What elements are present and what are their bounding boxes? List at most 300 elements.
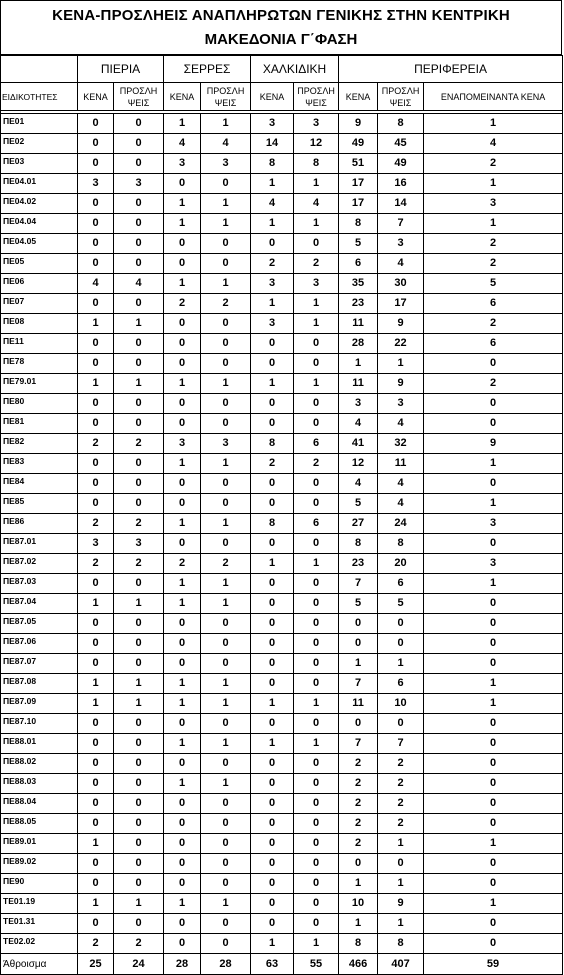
table-row xyxy=(1,374,563,394)
value-cell: 0 xyxy=(294,654,339,674)
table-row xyxy=(1,334,563,354)
value-cell: 1 xyxy=(78,894,114,914)
value-cell: 1 xyxy=(201,274,251,294)
value-cell: 1 xyxy=(114,594,164,614)
value-cell: 0 xyxy=(78,874,114,894)
value-cell: 2 xyxy=(201,294,251,314)
specialty-cell: ΠΕ87.09 xyxy=(1,694,78,714)
value-cell: 8 xyxy=(294,154,339,174)
value-cell: 5 xyxy=(339,594,378,614)
value-cell: 5 xyxy=(339,494,378,514)
value-cell: 3 xyxy=(424,194,563,214)
value-cell: 2 xyxy=(339,834,378,854)
value-cell: 8 xyxy=(251,434,294,454)
value-cell: 1 xyxy=(164,674,201,694)
column-header-specialties: ΕΙΔΙΚΟΤΗΤΕΣ xyxy=(1,83,78,111)
value-cell: 10 xyxy=(378,694,424,714)
value-cell: 23 xyxy=(339,294,378,314)
value-cell: 1 xyxy=(251,174,294,194)
value-cell: 1 xyxy=(251,694,294,714)
total-cell: 25 xyxy=(78,954,114,975)
specialty-cell: ΤΕ01.19 xyxy=(1,894,78,914)
value-cell: 1 xyxy=(294,174,339,194)
value-cell: 1 xyxy=(424,114,563,134)
table-row xyxy=(1,514,563,534)
value-cell: 0 xyxy=(251,474,294,494)
table-row xyxy=(1,814,563,834)
specialty-cell: ΠΕ04.04 xyxy=(1,214,78,234)
column-header-proslipseis: ΠΡΟΣΛΗ ΨΕΙΣ xyxy=(378,83,424,111)
table-row xyxy=(1,274,563,294)
value-cell: 1 xyxy=(114,374,164,394)
value-cell: 1 xyxy=(294,934,339,954)
value-cell: 0 xyxy=(201,614,251,634)
value-cell: 8 xyxy=(251,514,294,534)
value-cell: 0 xyxy=(78,654,114,674)
value-cell: 0 xyxy=(424,854,563,874)
table-row xyxy=(1,214,563,234)
group-header-chalkidiki: ΧΑΛΚΙΔΙΚΗ xyxy=(251,56,339,83)
specialty-cell: ΠΕ84 xyxy=(1,474,78,494)
value-cell: 0 xyxy=(294,634,339,654)
total-cell: 63 xyxy=(251,954,294,975)
value-cell: 0 xyxy=(251,634,294,654)
value-cell: 0 xyxy=(114,774,164,794)
value-cell: 0 xyxy=(251,794,294,814)
value-cell: 1 xyxy=(424,214,563,234)
value-cell: 0 xyxy=(294,794,339,814)
specialty-cell: ΠΕ04.02 xyxy=(1,194,78,214)
value-cell: 6 xyxy=(378,674,424,694)
value-cell: 0 xyxy=(78,194,114,214)
value-cell: 0 xyxy=(114,154,164,174)
table-body xyxy=(1,56,563,975)
value-cell: 0 xyxy=(78,254,114,274)
value-cell: 1 xyxy=(78,834,114,854)
table-row xyxy=(1,774,563,794)
value-cell: 0 xyxy=(424,874,563,894)
value-cell: 0 xyxy=(294,474,339,494)
value-cell: 0 xyxy=(294,354,339,374)
value-cell: 0 xyxy=(201,314,251,334)
specialty-cell: ΠΕ88.04 xyxy=(1,794,78,814)
value-cell: 1 xyxy=(294,294,339,314)
value-cell: 0 xyxy=(114,874,164,894)
total-cell: 466 xyxy=(339,954,378,975)
value-cell: 2 xyxy=(78,554,114,574)
table-row xyxy=(1,554,563,574)
specialty-cell: ΤΕ02.02 xyxy=(1,934,78,954)
table-row xyxy=(1,394,563,414)
table-row xyxy=(1,634,563,654)
value-cell: 7 xyxy=(378,214,424,234)
value-cell: 0 xyxy=(164,534,201,554)
value-cell: 0 xyxy=(424,354,563,374)
value-cell: 0 xyxy=(201,234,251,254)
value-cell: 0 xyxy=(164,634,201,654)
value-cell: 1 xyxy=(201,894,251,914)
table-row xyxy=(1,294,563,314)
value-cell: 0 xyxy=(251,774,294,794)
value-cell: 0 xyxy=(251,814,294,834)
specialty-cell: ΠΕ82 xyxy=(1,434,78,454)
table-row xyxy=(1,674,563,694)
value-cell: 0 xyxy=(251,674,294,694)
value-cell: 0 xyxy=(251,594,294,614)
value-cell: 0 xyxy=(114,754,164,774)
value-cell: 4 xyxy=(294,194,339,214)
column-header-kena: ΚΕΝΑ xyxy=(339,83,378,111)
value-cell: 2 xyxy=(114,514,164,534)
value-cell: 1 xyxy=(339,874,378,894)
specialty-cell: ΠΕ03 xyxy=(1,154,78,174)
value-cell: 11 xyxy=(339,694,378,714)
vacancies-table xyxy=(0,55,563,975)
value-cell: 4 xyxy=(339,474,378,494)
value-cell: 1 xyxy=(78,374,114,394)
value-cell: 1 xyxy=(251,734,294,754)
value-cell: 12 xyxy=(294,134,339,154)
value-cell: 24 xyxy=(378,514,424,534)
value-cell: 8 xyxy=(339,214,378,234)
value-cell: 0 xyxy=(164,874,201,894)
value-cell: 0 xyxy=(78,854,114,874)
value-cell: 1 xyxy=(294,374,339,394)
value-cell: 1 xyxy=(201,374,251,394)
table-row xyxy=(1,254,563,274)
totals-row xyxy=(1,954,563,975)
value-cell: 1 xyxy=(201,114,251,134)
value-cell: 1 xyxy=(294,314,339,334)
total-cell: 24 xyxy=(114,954,164,975)
specialty-cell: ΠΕ87.05 xyxy=(1,614,78,634)
value-cell: 1 xyxy=(78,594,114,614)
value-cell: 1 xyxy=(424,574,563,594)
value-cell: 0 xyxy=(114,734,164,754)
value-cell: 7 xyxy=(339,574,378,594)
value-cell: 0 xyxy=(251,714,294,734)
value-cell: 1 xyxy=(164,454,201,474)
value-cell: 0 xyxy=(424,774,563,794)
specialty-cell: ΠΕ06 xyxy=(1,274,78,294)
value-cell: 1 xyxy=(201,194,251,214)
value-cell: 1 xyxy=(378,354,424,374)
value-cell: 3 xyxy=(294,274,339,294)
value-cell: 2 xyxy=(339,754,378,774)
value-cell: 1 xyxy=(201,774,251,794)
value-cell: 0 xyxy=(294,714,339,734)
value-cell: 0 xyxy=(339,714,378,734)
specialty-cell: ΠΕ87.07 xyxy=(1,654,78,674)
value-cell: 0 xyxy=(164,414,201,434)
value-cell: 3 xyxy=(114,534,164,554)
value-cell: 3 xyxy=(339,394,378,414)
value-cell: 41 xyxy=(339,434,378,454)
specialty-cell: ΠΕ07 xyxy=(1,294,78,314)
specialty-cell: ΠΕ87.02 xyxy=(1,554,78,574)
value-cell: 9 xyxy=(339,114,378,134)
value-cell: 3 xyxy=(201,434,251,454)
value-cell: 1 xyxy=(164,274,201,294)
value-cell: 1 xyxy=(294,694,339,714)
value-cell: 0 xyxy=(294,574,339,594)
value-cell: 0 xyxy=(424,754,563,774)
value-cell: 0 xyxy=(378,634,424,654)
value-cell: 1 xyxy=(294,734,339,754)
value-cell: 0 xyxy=(164,474,201,494)
value-cell: 0 xyxy=(294,414,339,434)
value-cell: 2 xyxy=(339,814,378,834)
value-cell: 0 xyxy=(114,194,164,214)
value-cell: 2 xyxy=(251,254,294,274)
value-cell: 2 xyxy=(294,254,339,274)
value-cell: 11 xyxy=(378,454,424,474)
group-header-empty xyxy=(1,56,78,83)
value-cell: 23 xyxy=(339,554,378,574)
specialty-cell: ΠΕ89.01 xyxy=(1,834,78,854)
specialty-cell: ΠΕ87.04 xyxy=(1,594,78,614)
value-cell: 0 xyxy=(294,754,339,774)
value-cell: 1 xyxy=(339,654,378,674)
value-cell: 0 xyxy=(294,534,339,554)
specialty-cell: ΠΕ87.10 xyxy=(1,714,78,734)
value-cell: 0 xyxy=(251,494,294,514)
value-cell: 1 xyxy=(294,214,339,234)
value-cell: 9 xyxy=(378,314,424,334)
value-cell: 0 xyxy=(78,474,114,494)
value-cell: 0 xyxy=(164,174,201,194)
value-cell: 0 xyxy=(201,814,251,834)
value-cell: 0 xyxy=(201,654,251,674)
table-row xyxy=(1,114,563,134)
table-row xyxy=(1,414,563,434)
value-cell: 4 xyxy=(378,474,424,494)
value-cell: 0 xyxy=(78,754,114,774)
value-cell: 0 xyxy=(294,854,339,874)
specialty-cell: ΠΕ83 xyxy=(1,454,78,474)
value-cell: 1 xyxy=(424,694,563,714)
specialty-cell: ΠΕ88.01 xyxy=(1,734,78,754)
specialty-cell: ΠΕ85 xyxy=(1,494,78,514)
value-cell: 0 xyxy=(78,734,114,754)
group-header-pieria: ΠΙΕΡΙΑ xyxy=(78,56,164,83)
value-cell: 0 xyxy=(294,614,339,634)
value-cell: 3 xyxy=(114,174,164,194)
value-cell: 0 xyxy=(114,574,164,594)
value-cell: 1 xyxy=(164,514,201,534)
value-cell: 0 xyxy=(294,914,339,934)
total-cell: 28 xyxy=(164,954,201,975)
value-cell: 0 xyxy=(114,814,164,834)
value-cell: 1 xyxy=(114,314,164,334)
value-cell: 12 xyxy=(339,454,378,474)
total-cell: 59 xyxy=(424,954,563,975)
value-cell: 0 xyxy=(201,254,251,274)
value-cell: 2 xyxy=(114,554,164,574)
value-cell: 0 xyxy=(201,354,251,374)
value-cell: 0 xyxy=(201,394,251,414)
value-cell: 8 xyxy=(378,114,424,134)
value-cell: 3 xyxy=(251,114,294,134)
value-cell: 1 xyxy=(424,454,563,474)
value-cell: 3 xyxy=(164,434,201,454)
value-cell: 1 xyxy=(164,214,201,234)
specialty-cell: ΠΕ80 xyxy=(1,394,78,414)
value-cell: 0 xyxy=(294,674,339,694)
value-cell: 5 xyxy=(339,234,378,254)
specialty-cell: ΠΕ87.03 xyxy=(1,574,78,594)
specialty-cell: ΠΕ81 xyxy=(1,414,78,434)
value-cell: 0 xyxy=(114,854,164,874)
table-row xyxy=(1,694,563,714)
value-cell: 0 xyxy=(164,614,201,634)
table-row xyxy=(1,594,563,614)
specialty-cell: ΠΕ79.01 xyxy=(1,374,78,394)
value-cell: 1 xyxy=(251,554,294,574)
value-cell: 1 xyxy=(164,194,201,214)
value-cell: 1 xyxy=(201,214,251,234)
table-row xyxy=(1,614,563,634)
value-cell: 3 xyxy=(78,534,114,554)
value-cell: 2 xyxy=(78,934,114,954)
value-cell: 30 xyxy=(378,274,424,294)
specialty-cell: ΠΕ05 xyxy=(1,254,78,274)
table-row xyxy=(1,234,563,254)
value-cell: 51 xyxy=(339,154,378,174)
value-cell: 1 xyxy=(201,594,251,614)
value-cell: 1 xyxy=(164,734,201,754)
value-cell: 17 xyxy=(339,194,378,214)
value-cell: 0 xyxy=(251,914,294,934)
value-cell: 1 xyxy=(201,734,251,754)
value-cell: 0 xyxy=(424,614,563,634)
column-header-kena: ΚΕΝΑ xyxy=(251,83,294,111)
value-cell: 0 xyxy=(294,874,339,894)
table-row xyxy=(1,794,563,814)
value-cell: 22 xyxy=(378,334,424,354)
value-cell: 4 xyxy=(339,414,378,434)
table-row xyxy=(1,914,563,934)
value-cell: 1 xyxy=(378,914,424,934)
value-cell: 0 xyxy=(378,714,424,734)
specialty-cell: ΠΕ02 xyxy=(1,134,78,154)
value-cell: 0 xyxy=(114,614,164,634)
value-cell: 0 xyxy=(339,634,378,654)
value-cell: 49 xyxy=(378,154,424,174)
value-cell: 0 xyxy=(114,454,164,474)
value-cell: 8 xyxy=(339,534,378,554)
value-cell: 2 xyxy=(424,154,563,174)
value-cell: 2 xyxy=(424,374,563,394)
value-cell: 2 xyxy=(201,554,251,574)
specialty-cell: ΠΕ90 xyxy=(1,874,78,894)
specialty-cell: ΠΕ08 xyxy=(1,314,78,334)
value-cell: 8 xyxy=(378,934,424,954)
value-cell: 0 xyxy=(114,334,164,354)
value-cell: 3 xyxy=(294,114,339,134)
value-cell: 0 xyxy=(164,754,201,774)
value-cell: 0 xyxy=(164,814,201,834)
group-header-row xyxy=(1,56,563,83)
column-header-proslipseis: ΠΡΟΣΛΗ ΨΕΙΣ xyxy=(294,83,339,111)
value-cell: 7 xyxy=(339,734,378,754)
value-cell: 0 xyxy=(164,714,201,734)
column-header-kena: ΚΕΝΑ xyxy=(78,83,114,111)
table-row xyxy=(1,134,563,154)
value-cell: 1 xyxy=(114,894,164,914)
value-cell: 0 xyxy=(164,234,201,254)
value-cell: 32 xyxy=(378,434,424,454)
value-cell: 7 xyxy=(378,734,424,754)
value-cell: 2 xyxy=(114,934,164,954)
value-cell: 4 xyxy=(378,494,424,514)
value-cell: 0 xyxy=(78,634,114,654)
value-cell: 1 xyxy=(164,374,201,394)
value-cell: 0 xyxy=(78,774,114,794)
column-header-proslipseis: ΠΡΟΣΛΗ ΨΕΙΣ xyxy=(201,83,251,111)
value-cell: 0 xyxy=(201,714,251,734)
value-cell: 2 xyxy=(339,794,378,814)
value-cell: 0 xyxy=(114,294,164,314)
value-cell: 0 xyxy=(251,854,294,874)
value-cell: 45 xyxy=(378,134,424,154)
value-cell: 0 xyxy=(424,594,563,614)
value-cell: 1 xyxy=(378,834,424,854)
value-cell: 49 xyxy=(339,134,378,154)
table-row xyxy=(1,714,563,734)
total-cell: 28 xyxy=(201,954,251,975)
table-row xyxy=(1,194,563,214)
specialty-cell: ΠΕ11 xyxy=(1,334,78,354)
value-cell: 0 xyxy=(251,654,294,674)
value-cell: 0 xyxy=(201,414,251,434)
value-cell: 0 xyxy=(114,654,164,674)
specialty-cell: ΠΕ87.08 xyxy=(1,674,78,694)
value-cell: 1 xyxy=(424,834,563,854)
value-cell: 0 xyxy=(164,354,201,374)
value-cell: 0 xyxy=(251,354,294,374)
title-line-2: ΜΑΚΕΔΟΝΙΑ Γ΄ΦΑΣΗ xyxy=(204,31,358,48)
value-cell: 6 xyxy=(424,294,563,314)
value-cell: 2 xyxy=(424,254,563,274)
value-cell: 1 xyxy=(424,174,563,194)
value-cell: 3 xyxy=(251,314,294,334)
title-line-1: ΚΕΝΑ-ΠΡΟΣΛΗΕΙΣ ΑΝΑΠΛΗΡΩΤΩΝ ΓΕΝΙΚΗΣ ΣΤΗΝ ΚΕΝΤΡΙΚΗ xyxy=(52,7,510,24)
value-cell: 0 xyxy=(78,394,114,414)
value-cell: 4 xyxy=(424,134,563,154)
value-cell: 0 xyxy=(201,914,251,934)
value-cell: 0 xyxy=(424,814,563,834)
value-cell: 0 xyxy=(201,494,251,514)
value-cell: 0 xyxy=(294,834,339,854)
value-cell: 4 xyxy=(251,194,294,214)
value-cell: 1 xyxy=(251,294,294,314)
value-cell: 0 xyxy=(201,934,251,954)
value-cell: 1 xyxy=(201,454,251,474)
value-cell: 10 xyxy=(339,894,378,914)
value-cell: 1 xyxy=(164,594,201,614)
value-cell: 0 xyxy=(164,334,201,354)
group-header-perifereia: ΠΕΡΙΦΕΡΕΙΑ xyxy=(339,56,563,83)
totals-label: Άθροισμα xyxy=(1,954,78,975)
value-cell: 0 xyxy=(378,854,424,874)
value-cell: 1 xyxy=(78,694,114,714)
table-row xyxy=(1,434,563,454)
value-cell: 1 xyxy=(378,654,424,674)
value-cell: 2 xyxy=(78,434,114,454)
value-cell: 0 xyxy=(251,414,294,434)
value-cell: 0 xyxy=(251,574,294,594)
